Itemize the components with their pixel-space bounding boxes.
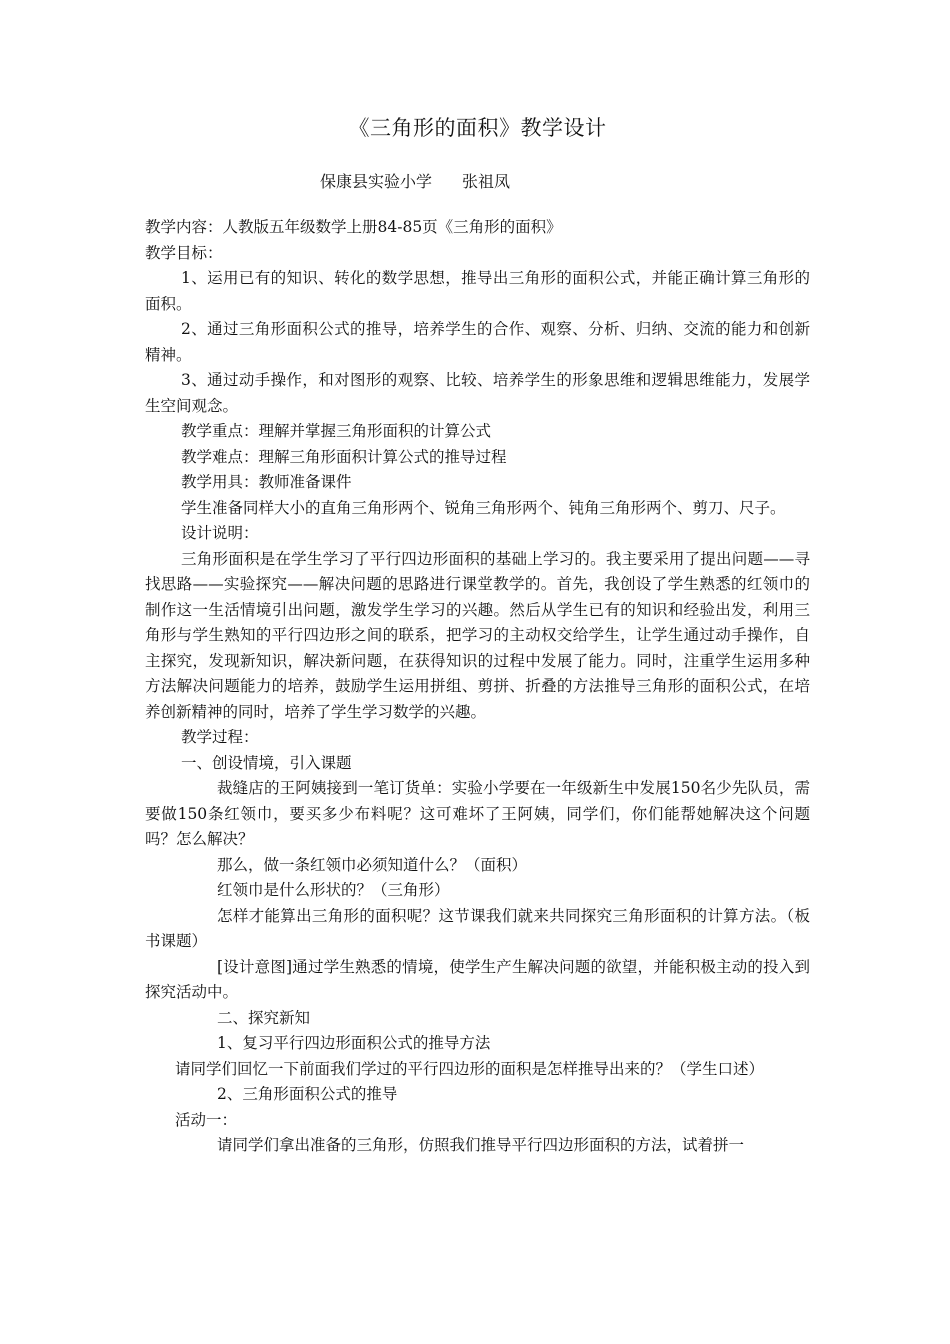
author-school: 保康县实验小学 <box>320 172 433 191</box>
paragraph-difficulty: 教学难点：理解三角形面积计算公式的推导过程 <box>181 447 507 466</box>
paragraph-question-1: 那么，做一条红领巾必须知道什么？（面积） <box>217 855 528 874</box>
paragraph-student-tools: 学生准备同样大小的直角三角形两个、锐角三角形两个、钝角三角形两个、剪刀、尺子。 <box>181 498 786 517</box>
paragraph-review-heading: 1、复习平行四边形面积公式的推导方法 <box>217 1034 491 1052</box>
paragraph-question-3: 怎样才能算出三角形的面积呢？这节课我们就来共同探究三角形面积的计算方法。（板书课题） <box>145 906 810 950</box>
paragraph-content: 教学内容：人教版五年级数学上册84-85页《三角形的面积》 <box>145 218 562 236</box>
paragraph-review-text: 请同学们回忆一下前面我们学过的平行四边形的面积是怎样推导出来的？（学生口述） <box>175 1059 765 1078</box>
paragraph-question-2: 红领巾是什么形状的？（三角形） <box>217 881 450 899</box>
document-page <box>145 112 810 1159</box>
paragraph-section-1: 一、创设情境，引入课题 <box>181 753 352 772</box>
paragraph-goal-2: 2、通过三角形面积公式的推导，培养学生的合作、观察、分析、归纳、交流的能力和创新精神。 <box>145 320 810 364</box>
paragraph-key-point: 教学重点：理解并掌握三角形面积的计算公式 <box>181 422 492 440</box>
paragraph-design-intent: [设计意图]通过学生熟悉的情境，使学生产生解决问题的欲望，并能积极主动的投入到探究活动中。 <box>145 957 810 1001</box>
paragraph-section-2: 二、探究新知 <box>217 1008 311 1027</box>
paragraph-scenario: 裁缝店的王阿姨接到一笔订货单：实验小学要在一年级新生中发展150名少先队员，需要做150条红领巾，要买多少布料呢？这可难坏了王阿姨，同学们，你们能帮她解决这个问题吗？怎么解决？ <box>145 779 810 848</box>
paragraph-goal-3: 3、通过动手操作，和对图形的观察、比较、培养学生的形象思维和逻辑思维能力，发展学生空间观念。 <box>145 371 810 415</box>
paragraph-teacher-tools: 教学用具：教师准备课件 <box>181 473 352 491</box>
paragraph-design-text: 三角形面积是在学生学习了平行四边形面积的基础上学习的。我主要采用了提出问题——寻找思路——实验探究——解决问题的思路进行课堂教学的。首先，我创设了学生熟悉的红领巾的制作这一生活情境引出问题，激发学生学习的兴趣。然后从学生已有的知识和经验出发，利用三角形与学生熟知的平行四边形之间的联系，把学习的主动权交给学生，让学生通过动手操作，自主探究，发现新知识，解决新问题，在获得知识的过程中发展了能力。同时，注重学生运用多种方法解决问题能力的培养，鼓励学生运用拼组、剪拼、折叠的方法推导三角形的面积公式，在培养创新精神的同时，培养了学生学习数学的兴趣。 <box>145 549 810 721</box>
paragraph-activity-1-text: 请同学们拿出准备的三角形，仿照我们推导平行四边形面积的方法，试着拼一 <box>217 1136 745 1154</box>
paragraph-goals-heading: 教学目标： <box>145 243 223 262</box>
author-name: 张祖凤 <box>462 172 511 191</box>
paragraph-derivation-heading: 2、三角形面积公式的推导 <box>217 1085 398 1103</box>
paragraph-goal-1: 1、运用已有的知识、转化的数学思想，推导出三角形的面积公式，并能正确计算三角形的面积。 <box>145 269 810 313</box>
paragraph-design-heading: 设计说明： <box>181 524 259 542</box>
author-line <box>320 169 810 192</box>
document-title: 《三角形的面积》教学设计 <box>348 116 607 140</box>
paragraph-process-heading: 教学过程： <box>181 728 259 746</box>
paragraph-activity-1: 活动一： <box>175 1110 238 1129</box>
